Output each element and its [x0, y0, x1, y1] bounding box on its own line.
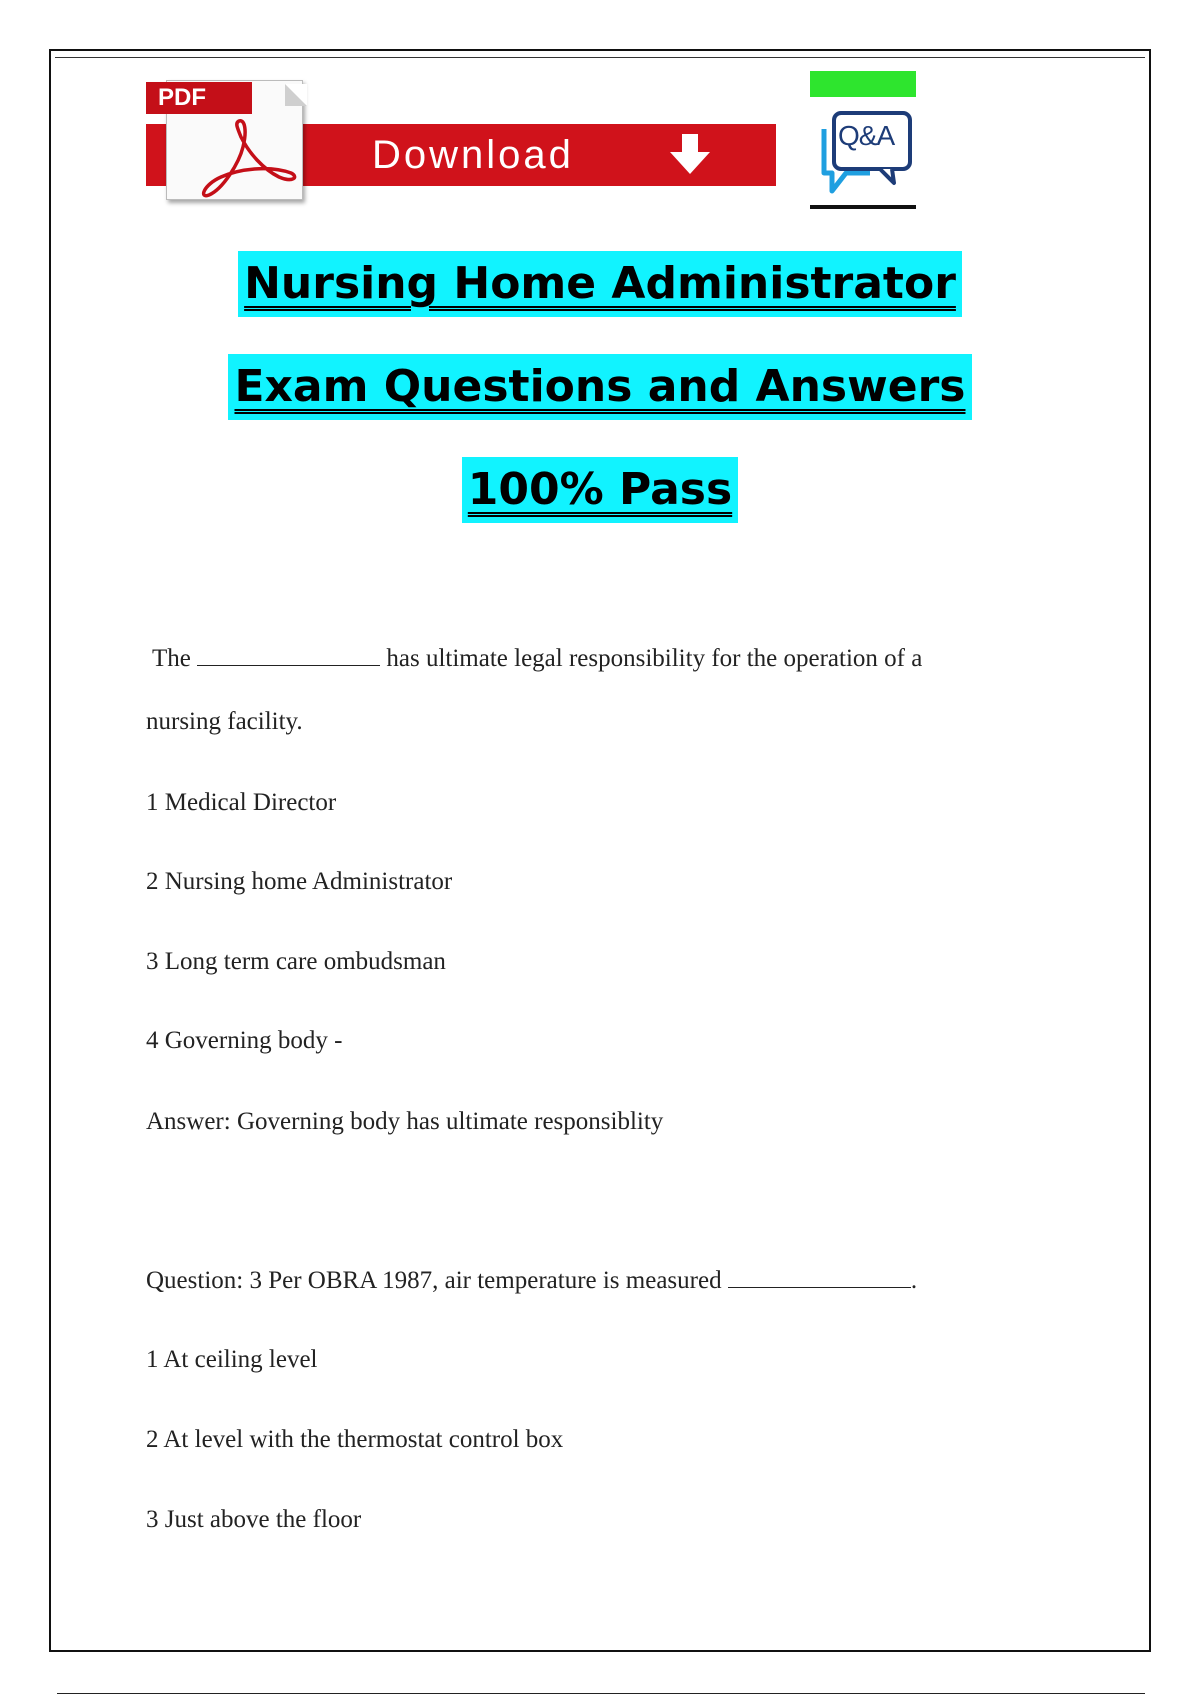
qa-icon [810, 71, 916, 211]
option-item: 4 Governing body - [146, 1027, 343, 1054]
option-item: 1 Medical Director [146, 789, 337, 816]
option-item: 3 Just above the floor [146, 1506, 362, 1533]
qa-green-bar [810, 71, 916, 97]
option-item: 2 At level with the thermostat control box [146, 1426, 564, 1453]
title-line-2-text: Exam Questions and Answers [228, 354, 971, 420]
qa-black-bar [810, 205, 916, 209]
chat-bubbles-icon [810, 101, 916, 203]
answer-blank [197, 643, 380, 666]
page-fold [285, 84, 307, 106]
question-1-suffix: has ultimate legal responsibility for the operation of a [386, 645, 923, 672]
title-line-2 [0, 354, 1200, 420]
question-2-end: . [910, 1267, 918, 1294]
title-line-1 [0, 251, 1200, 317]
option-item: 2 Nursing home Administrator [146, 868, 453, 895]
frame-top-rule [55, 57, 1145, 58]
question-2-text: Question: 3 Per OBRA 1987, air temperature is measured [146, 1267, 722, 1294]
question-1-prefix: The [152, 645, 191, 672]
answer-line: Answer: Governing body has ultimate responsiblity [146, 1108, 664, 1135]
question-1-stem [152, 643, 922, 675]
acrobat-logo-icon [199, 117, 299, 201]
option-item: 3 Long term care ombudsman [146, 948, 446, 975]
question-2-stem [146, 1265, 917, 1297]
question-1-continuation: nursing facility. [146, 708, 303, 735]
option-item: 1 At ceiling level [146, 1346, 318, 1373]
title-line-3 [0, 457, 1200, 523]
title-line-1-text: Nursing Home Administrator [238, 251, 962, 317]
qa-label: Q&A [838, 120, 895, 151]
pdf-tag: PDF [146, 82, 252, 114]
download-banner[interactable] [146, 76, 776, 202]
download-arrow-icon [668, 134, 712, 176]
download-label: Download [372, 133, 574, 177]
answer-blank [728, 1265, 911, 1288]
bottom-rule [57, 1693, 1145, 1694]
title-line-3-text: 100% Pass [462, 457, 738, 523]
